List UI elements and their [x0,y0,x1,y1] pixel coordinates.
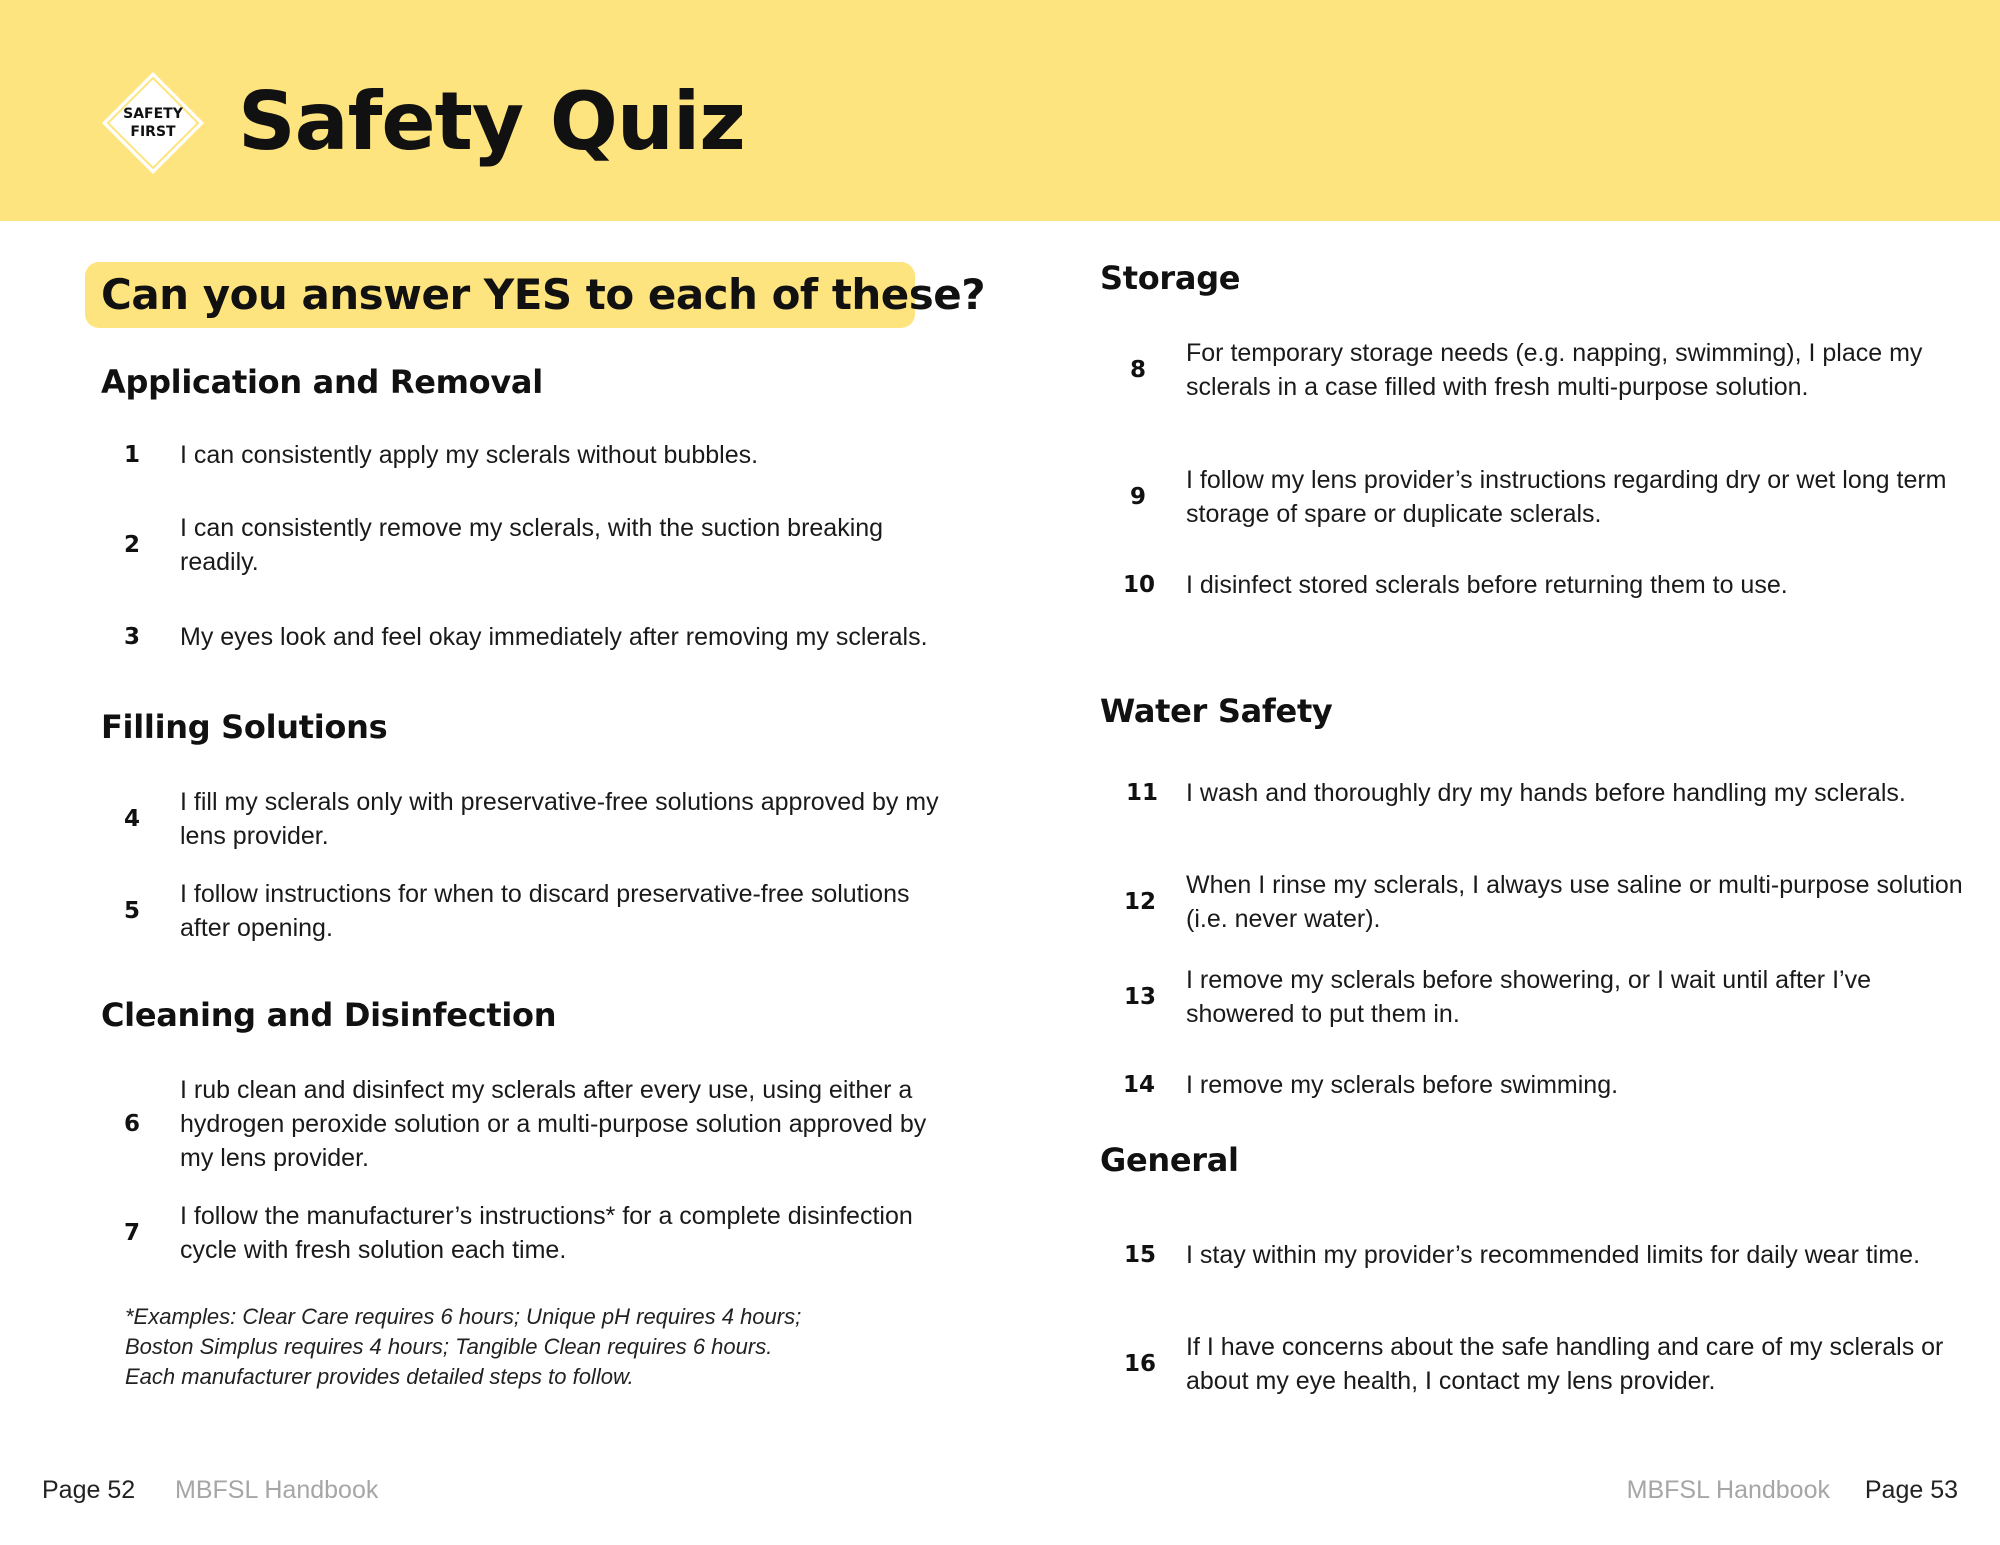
footer-page-left: Page 52 [42,1476,136,1504]
item-number: 7 [124,1220,141,1246]
item-number: 4 [124,806,141,832]
item-number: 3 [124,624,141,650]
section-title-filling: Filling Solutions [101,708,388,746]
item-number: 16 [1124,1351,1157,1377]
item-text: My eyes look and feel okay immediately after removing my sclerals. [180,623,928,651]
footnote [125,1302,925,1392]
page-title: Safety Quiz [238,75,745,168]
footnote-line: Boston Simplus requires 4 hours; Tangible Clean requires 6 hours. [125,1334,773,1359]
section-title-application: Application and Removal [101,363,543,401]
footer-handbook-left: MBFSL Handbook [175,1476,379,1504]
section-title-storage: Storage [1100,259,1241,297]
item-text: I stay within my provider’s recommended limits for daily wear time. [1186,1241,1921,1269]
item-text: I disinfect stored sclerals before returning them to use. [1186,571,1788,599]
item-number: 13 [1124,984,1157,1010]
item-number: 5 [124,898,141,924]
item-text: I can consistently remove my sclerals, with the suction breaking readily. [180,514,884,576]
badge-line-1: SAFETY [123,106,183,122]
item-text: I remove my sclerals before showering, or I wait until after I’ve showered to put them in. [1186,966,1871,1028]
item-number: 11 [1126,780,1159,806]
item-text: When I rinse my sclerals, I always use saline or multi-purpose solution (i.e. never water). [1186,871,1963,933]
question-banner-text: Can you answer YES to each of these? [101,270,986,319]
footnote-line: *Examples: Clear Care requires 6 hours; Unique pH requires 4 hours; [125,1304,802,1329]
badge-line-2: FIRST [130,124,176,140]
section-title-water-safety: Water Safety [1100,692,1333,730]
item-number: 2 [124,532,141,558]
item-text: I fill my sclerals only with preservative-free solutions approved by my lens provider. [180,788,939,850]
item-number: 10 [1123,572,1156,598]
footer-handbook-right: MBFSL Handbook [1626,1476,1830,1504]
item-number: 14 [1123,1072,1156,1098]
item-number: 15 [1124,1242,1157,1268]
item-text: I can consistently apply my sclerals without bubbles. [180,441,759,469]
item-number: 6 [124,1111,141,1137]
question-banner [85,262,986,328]
header-bar [0,0,2000,221]
item-text: For temporary storage needs (e.g. napping, swimming), I place my sclerals in a case filled with fresh multi-purpose solution. [1186,339,1923,401]
item-number: 1 [124,442,141,468]
item-text: I follow instructions for when to discard preservative-free solutions after opening. [180,880,910,942]
section-title-general: General [1100,1141,1239,1179]
footer-page-right: Page 53 [1864,1476,1958,1504]
item-text: I follow the manufacturer’s instructions* for a complete disinfection cycle with fresh solution each time. [180,1202,913,1264]
item-number: 12 [1124,889,1157,915]
item-text: If I have concerns about the safe handling and care of my sclerals or about my eye health, I contact my lens provider. [1186,1333,1944,1395]
item-number: 8 [1130,357,1147,383]
item-text: I follow my lens provider’s instructions regarding dry or wet long term storage of spare or duplicate sclerals. [1186,466,1947,528]
safety-first-badge [100,70,206,176]
item-text: I wash and thoroughly dry my hands before handling my sclerals. [1186,779,1906,807]
item-text: I rub clean and disinfect my sclerals after every use, using either a hydrogen peroxide solution or a multi-purpose solution approved by my lens provider. [180,1076,927,1172]
section-title-cleaning: Cleaning and Disinfection [101,996,557,1034]
footnote-line: Each manufacturer provides detailed steps to follow. [125,1364,634,1389]
item-number: 9 [1130,484,1147,510]
item-text: I remove my sclerals before swimming. [1186,1071,1619,1099]
